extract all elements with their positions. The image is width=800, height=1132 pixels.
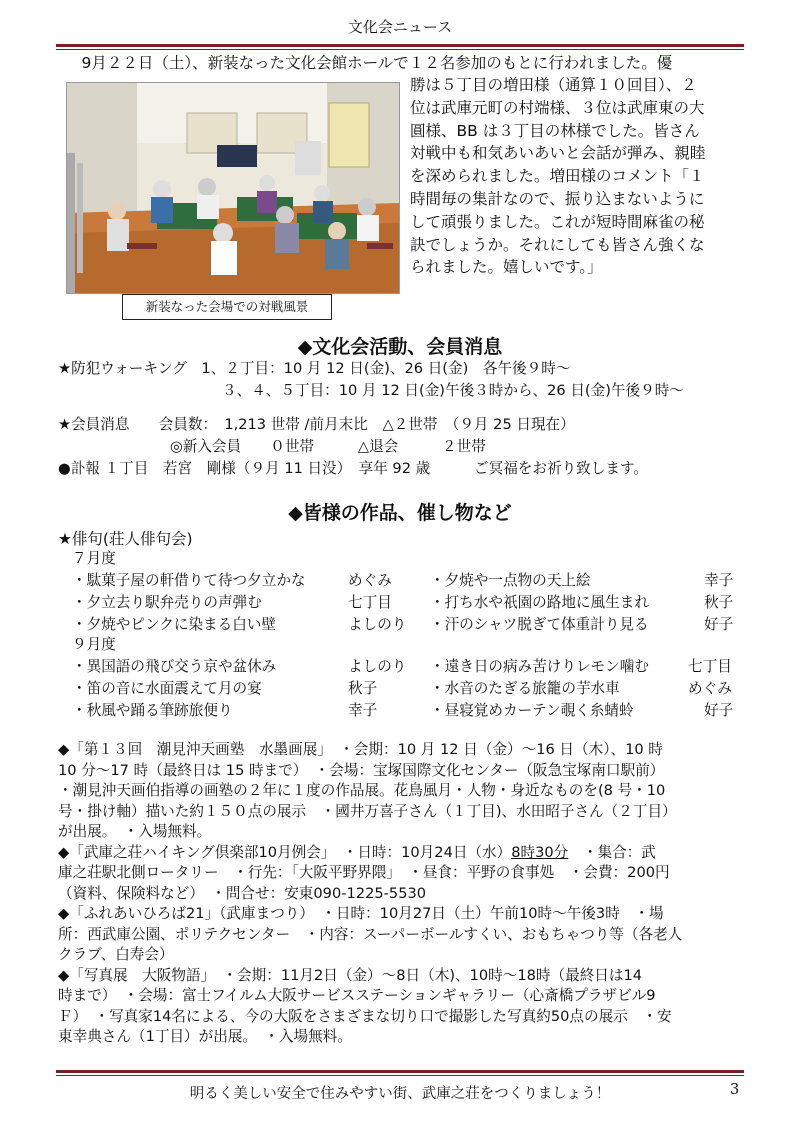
haiku-author: 幸子: [348, 702, 378, 719]
photo-caption: 新装なった会場での対戦風景: [122, 294, 332, 320]
page-number: 3: [730, 1082, 740, 1098]
newsletter-title: 文化会ニュース: [347, 18, 453, 36]
haiku-author: 七丁目: [688, 658, 732, 675]
intro-line: 圓様、BB は３丁目の林様でした。皆さん: [410, 121, 700, 140]
photo-illustration: [67, 83, 399, 293]
event-line: [58, 843, 682, 864]
intro-line: られました。嬉しいです。」: [410, 258, 603, 277]
event-line: 東幸典さん（1丁目）が出展。 ・入場無料。: [58, 1028, 352, 1045]
event-line: 号・掛け軸）描いた約１５０点の展示 ・國井万喜子さん（１丁目)、水田昭子さん（２丁目）: [58, 802, 677, 820]
intro-line: 位は武庫元町の村端様、３位は武庫東の大: [410, 98, 705, 117]
event-line: が出展。 ・入場無料。: [58, 823, 212, 840]
footer-slogan: 明るく美しい安全で住みやすい街、武庫之荘をつくりましょう！: [189, 1086, 611, 1102]
haiku-july-label: ７月度: [72, 550, 116, 567]
intro-line: 時間毎の集計なので、振り込まないように: [410, 189, 705, 208]
haiku-author: 秋子: [704, 594, 734, 611]
haiku-author: めぐみ: [688, 680, 732, 697]
haiku-title: ★俳句(荘人俳句会): [58, 530, 193, 548]
intro-line: を深められました。増田様のコメント「１: [410, 167, 705, 186]
event-line: 庫之荘駅北側ロータリー ・行先：「大阪平野界隈」 ・昼食：平野の食事処 ・会費：200円: [58, 864, 670, 881]
haiku-row: ・夕焼やピンクに染まる白い壁: [72, 616, 277, 633]
haiku-author: 七丁目: [348, 594, 392, 611]
event-line: ◆「写真展 大阪物語」 ・会期：11月2日（金）～8日（木)、10時～18時（最終日は14: [58, 966, 643, 984]
event-line: ◆「第１３回 潮見沖天画塾 水墨画展」 ・会期：10 月 12 日（金）～16 日（木）、10 時: [58, 741, 663, 758]
intro-line: して頑張りました。これが短時間麻雀の秘: [410, 212, 705, 231]
event-line: 所：西武庫公園、ポリテクセンター ・内容：スーパーボールすくい、おもちゃつり等（各老人: [58, 925, 683, 943]
haiku-sept-label: ９月度: [72, 636, 116, 653]
haiku-author: 好子: [704, 616, 734, 633]
haiku-row: ・秋風や踊る筆跡旅便り: [72, 702, 233, 719]
intro-right-column: [410, 74, 705, 279]
walking-line-1: ★防犯ウォーキング 1、２丁目：10 月 12 日(金)、26 日(金) 各午後９時～: [58, 360, 571, 377]
obituary-line: ●訃報 １丁目 若宮 剛様（９月 11 日没） 享年 92 歳 ご冥福をお祈り致します。: [58, 460, 648, 477]
intro-first-line: 9月２２日（土）、新装なった文化会館ホールで１２名参加のもとに行われました。優: [66, 54, 673, 72]
haiku-row: ・昼寝覚めカーテン覗く糸蜻蛉: [430, 702, 634, 719]
event-line: ・潮見沖天画伯指導の画塾の２年に１度の作品展。花鳥風月・人物・身近なものを(8 号・10: [58, 782, 666, 799]
members-line-1: ★会員消息 会員数： 1,213 世帯 /前月末比 △２世帯 （９月 25 日現在）: [58, 416, 575, 433]
haiku-row: ・駄菓子屋の軒借りて待つ夕立かな: [72, 572, 306, 589]
event-line: クラブ、白寿会）: [58, 946, 174, 963]
hiking-time: 8時30分: [511, 843, 569, 861]
hiking-tail: ・集合：武: [582, 843, 656, 861]
haiku-author: よしのり: [348, 616, 407, 633]
haiku-row: ・笛の音に水面震えて月の宴: [72, 680, 262, 697]
haiku-row: ・夕焼や一点物の天上絵: [430, 572, 591, 589]
event-line: 10 分～17 時（最終日は 15 時まで） ・会場：宝塚国際文化センター（阪急宝塚南口駅前）: [58, 761, 665, 779]
event-line: Ｆ） ・写真家14名による、今の大阪をさまざまな切り口で撮影した写真約50点の展示 ・安: [58, 1007, 672, 1025]
intro-line: 勝は５丁目の増田様（通算１０回目）、２: [410, 76, 697, 94]
top-rule: [56, 44, 744, 50]
section-heading-activities: ◆文化会活動、会員消息: [297, 336, 503, 358]
haiku-author: めぐみ: [348, 572, 392, 589]
haiku-row: ・夕立去り駅弁売りの声弾む: [72, 594, 262, 611]
bottom-rule: [56, 1070, 744, 1076]
haiku-row: ・遠き日の病み苦けりレモン噛む: [430, 658, 649, 675]
haiku-author: 幸子: [704, 572, 734, 589]
event-line: ◆「ふれあいひろば21」（武庫まつり） ・日時：10月27日（土）午前10時～午後3時 ・場: [58, 905, 664, 922]
hiking-title: ◆「武庫之荘ハイキング倶楽部10月例会」 ・日時：10月24日（水）: [58, 843, 512, 861]
mahjong-photo: [66, 82, 400, 294]
intro-line: 対戦中も和気あいあいと会話が弾み、親睦: [410, 144, 706, 163]
haiku-row: ・打ち水や祇園の路地に風生まれ: [430, 594, 649, 611]
section-heading-works: ◆皆様の作品、催し物など: [288, 502, 512, 524]
event-line: （資料、保険料など） ・問合せ：安東090-1225-5530: [58, 884, 427, 902]
haiku-row: ・水音のたぎる旅籠の芋水車: [430, 680, 620, 697]
haiku-row: ・異国語の飛び交う京や盆休み: [72, 658, 277, 675]
haiku-author: 好子: [704, 702, 734, 719]
intro-line: 訣でしょうか。それにしても皆さん強くな: [410, 235, 705, 254]
haiku-author: よしのり: [348, 658, 407, 675]
event-line: 時まで） ・会場：富士フイルム大阪サービスステーションギャラリー（心斎橋プラザビル9: [58, 987, 656, 1004]
events-block: [58, 740, 682, 1048]
haiku-row: ・汗のシャツ脱ぎて体重計り見る: [430, 616, 649, 633]
members-line-2: ◎新入会員 ０世帯 △退会 ２世帯: [170, 438, 486, 455]
haiku-author: 秋子: [348, 680, 378, 697]
walking-line-2: ３、４、５丁目：10 月 12 日(金)午後３時から、26 日(金)午後９時～: [222, 382, 684, 399]
